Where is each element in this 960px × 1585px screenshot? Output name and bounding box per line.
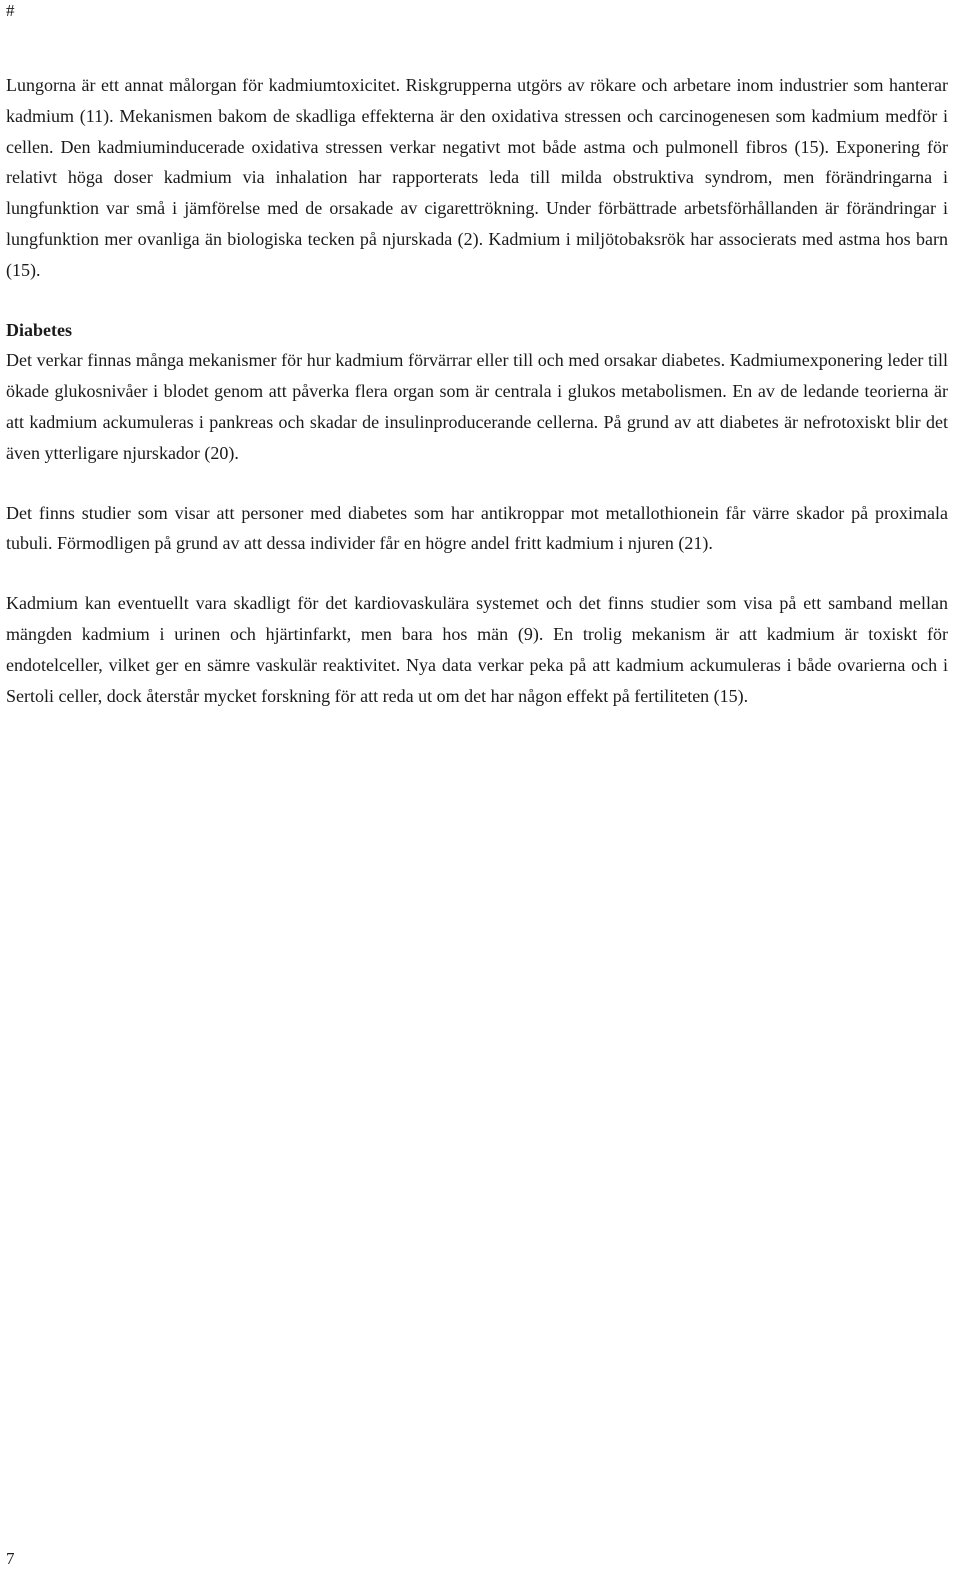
document-body (6, 70, 948, 711)
paragraph-diabetes: Det verkar finnas många mekanismer för hur kadmium förvärrar eller till och med orsakar diabetes. Kadmiumexponering leder till ökade glukosnivåer i blodet genom att påverka flera organ som är centrala i glukos metabolismen. En av de ledande teorierna är att kadmium ackumuleras i pankreas och skadar de insulinproducerande cellerna. På grund av att diabetes är nefrotoxiskt blir det även ytterligare njurskador (20). (6, 350, 948, 463)
paragraph-cardiovascular: Kadmium kan eventuellt vara skadligt för det kardiovaskulära systemet och det finns studier som visa på ett samband mellan mängden kadmium i urinen och hjärtinfarkt, men bara hos män (9). En trolig mekanism är att kadmium är toxiskt för endotelceller, vilket ger en sämre vaskulär reaktivitet. Nya data verkar peka på att kadmium ackumuleras i både ovarierna och i Sertoli celler, dock återstår mycket forskning för att reda ut om det har någon effekt på fertiliteten (15). (6, 593, 948, 706)
section-heading-diabetes: Diabetes (6, 319, 72, 340)
paragraph-antibodies: Det finns studier som visar att personer med diabetes som har antikroppar mot metallothionein får värre skador på proximala tubuli. Förmodligen på grund av att dessa individer får en högre andel fritt kadmium i njuren (21). (6, 502, 948, 554)
page-number: 7 (6, 1549, 15, 1568)
paragraph-lungs: Lungorna är ett annat målorgan för kadmiumtoxicitet. Riskgrupperna utgörs av rökare och arbetare inom industrier som hanterar kadmium (11). Mekanismen bakom de skadliga effekterna är den oxidativa stressen och carcinogenesen som kadmium medför i cellen. Den kadmiuminducerade oxidativa stressen verkar negativt mot både astma och pulmonell fibros (15). Exponering för relativt höga doser kadmium via inhalation har rapporterats leda till milda obstruktiva syndrom, men förändringarna i lungfunktion var små i jämförelse med de orsakade av cigarettrökning. Under förbättrade arbetsförhållanden är förändringar i lungfunktion mer ovanliga än biologiska tecken på njurskada (2). Kadmium i miljötobaksrök har associerats med astma hos barn (15). (6, 75, 948, 280)
page-header-mark: # (6, 1, 15, 20)
